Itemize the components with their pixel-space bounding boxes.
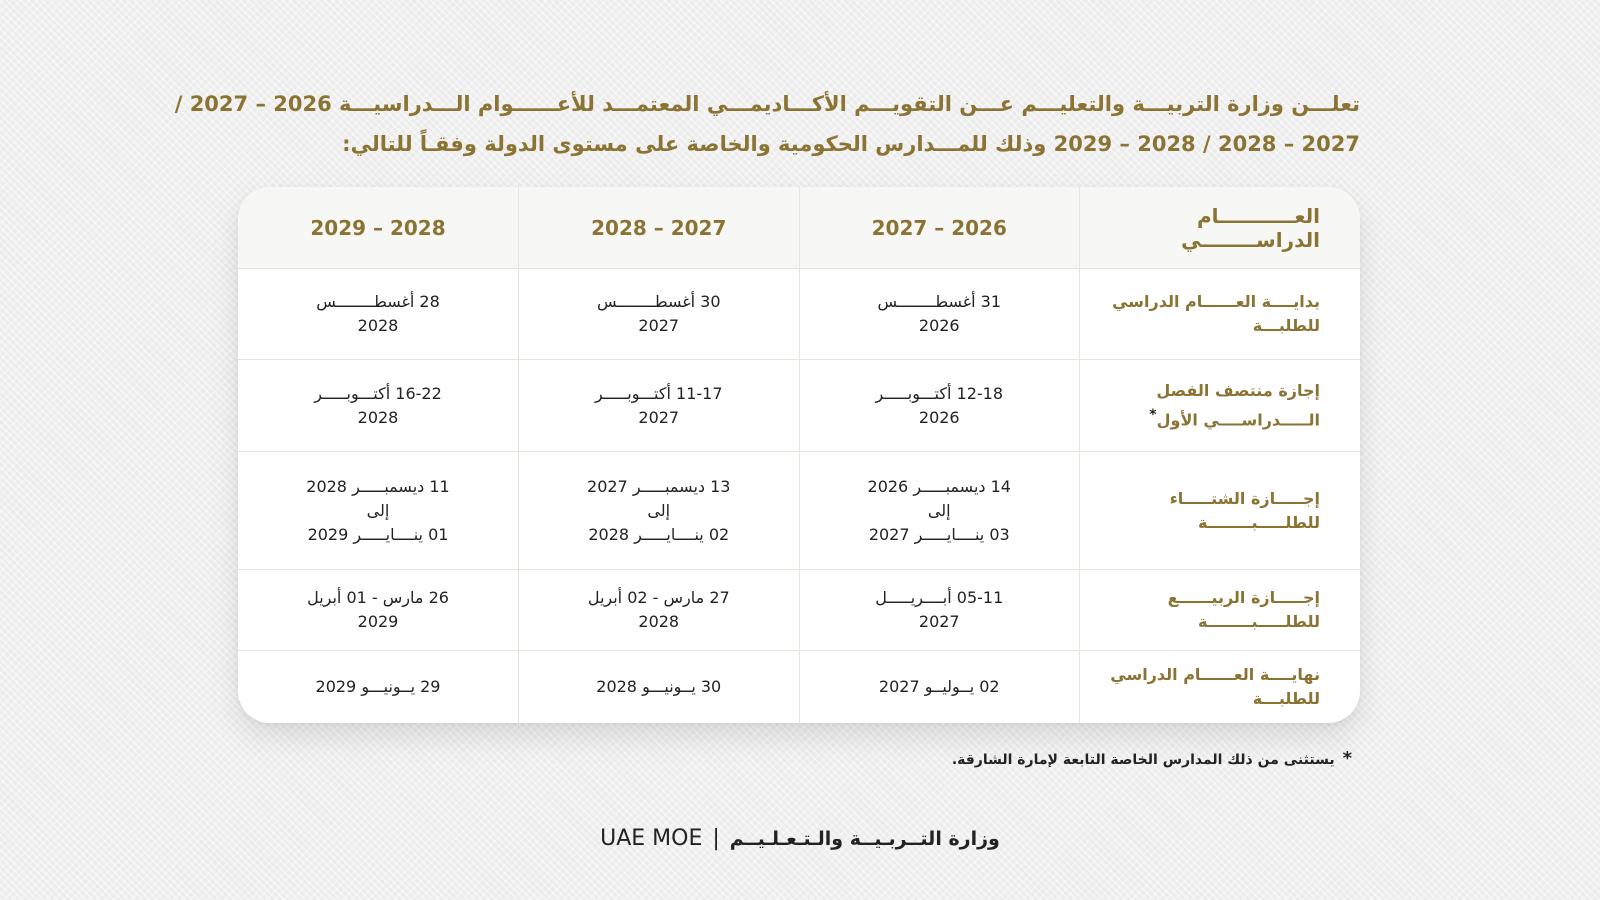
date-cell-line: إلى: [366, 500, 390, 520]
row-label: إجازة منتصف الفصل الـــــدراســــي الأول: [1156, 380, 1320, 430]
footer-separator: |: [712, 826, 720, 851]
date-cell-line: 2028: [357, 315, 399, 335]
table-row: [238, 650, 1360, 723]
footer-arabic: وزارة التــربـيــة والـتـعـلـيــم: [729, 828, 1000, 850]
date-cell-line: 28 أغسطــــــــس: [316, 291, 440, 311]
date-cell: [238, 269, 519, 360]
date-cell-line: 31 أغسطــــــــس: [877, 291, 1002, 311]
year-header-2028-2029: 2028 – 2029: [238, 187, 519, 269]
date-cell-line: 27 مارس - 02 أبريل: [587, 588, 730, 608]
row-label-cell: [1080, 452, 1361, 570]
date-cell-line: 2027: [638, 407, 680, 427]
date-cell-line: 26 مارس - 01 أبريل: [307, 588, 449, 608]
academic-year-header: العـــــــــــام الدراســــــــي: [1080, 187, 1361, 269]
date-cell-line: إلى: [927, 500, 951, 520]
date-cell-line: 2028: [638, 612, 680, 632]
footer-english: UAE MOE: [600, 826, 703, 851]
year-header-2027-2028: 2027 – 2028: [519, 187, 800, 269]
date-cell: [238, 650, 519, 723]
footnote-star: *: [1342, 748, 1352, 769]
footnote-text: يستثنى من ذلك المدارس الخاصة التابعة لإمارة الشارقة.: [951, 752, 1335, 768]
date-cell-line: 05-11 أبــــريـــــل: [875, 588, 1004, 608]
row-label: بدايــــة العــــــام الدراسي للطلبـــة: [1112, 291, 1320, 335]
date-cell: [238, 570, 519, 651]
heading-line-2: 2027 – 2028 / 2028 – 2029 وذلك للمـــدارس الحكومية والخاصة على مستوى الدولة وفقـاً للتالي:: [342, 132, 1360, 156]
announcement-heading: [174, 84, 1360, 164]
date-cell: [519, 650, 800, 723]
date-cell: [799, 570, 1080, 651]
date-cell: [238, 359, 519, 452]
date-cell-line: 2026: [918, 315, 960, 335]
date-cell-line: 12-18 أكتـــوبـــــر: [875, 383, 1004, 403]
date-cell: [799, 452, 1080, 570]
date-cell-line: 03 ينــــايـــــر 2027: [868, 524, 1010, 544]
footnote: [800, 748, 1352, 769]
date-cell: [799, 650, 1080, 723]
table-row: [238, 359, 1360, 452]
table-header-row: [238, 187, 1360, 269]
footer-brand: [560, 826, 1040, 851]
date-cell-line: 13 ديسمبـــــر 2027: [587, 476, 731, 496]
heading-line-1: تعلـــن وزارة التربيـــة والتعليـــم عـــن التقويـــم الأكـــاديمـــي المعتمـــد للأعــــــوام الـــدراسيـــة 2026 – 2027 /: [174, 92, 1360, 116]
date-cell-line: 02 ينــــايـــــر 2028: [588, 524, 730, 544]
date-cell-line: 30 يــونيـــو 2028: [596, 676, 722, 696]
date-cell-line: 11-17 أكتـــوبـــــر: [594, 383, 723, 403]
date-cell-line: 2028: [357, 407, 399, 427]
row-label-cell: [1080, 570, 1361, 651]
date-cell-line: إلى: [647, 500, 671, 520]
table-row: [238, 269, 1360, 360]
date-cell: [799, 269, 1080, 360]
row-label-cell: [1080, 269, 1361, 360]
calendar-table-card: [238, 187, 1360, 723]
date-cell-line: 11 ديسمبـــــر 2028: [306, 476, 450, 496]
table-row: [238, 570, 1360, 651]
date-cell: [519, 359, 800, 452]
date-cell: [519, 452, 800, 570]
table-row: [238, 452, 1360, 570]
date-cell-line: 2026: [918, 407, 960, 427]
date-cell-line: 02 يــوليــو 2027: [878, 676, 1000, 696]
date-cell-line: 16-22 أكتـــوبـــــر: [314, 383, 442, 403]
row-label-cell: [1080, 359, 1361, 452]
date-cell-line: 2027: [918, 612, 960, 632]
date-cell: [519, 570, 800, 651]
row-label-cell: [1080, 650, 1361, 723]
date-cell: [519, 269, 800, 360]
date-cell-line: 29 يــونيـــو 2029: [315, 676, 441, 696]
academic-calendar-table: [238, 187, 1360, 723]
row-label: إجـــــازة الربيــــــع للطلـــــبــــــــة: [1167, 588, 1320, 632]
date-cell: [799, 359, 1080, 452]
row-label: نهايــــة العــــــام الدراسي للطلبـــة: [1110, 664, 1320, 708]
date-cell-line: 14 ديسمبـــــر 2026: [867, 476, 1011, 496]
date-cell-line: 2027: [638, 315, 680, 335]
date-cell-line: 01 ينــــايـــــر 2029: [307, 524, 449, 544]
date-cell-line: 30 أغسطــــــــس: [596, 291, 721, 311]
date-cell-line: 2029: [357, 612, 399, 632]
footnote-marker: *: [1149, 406, 1157, 423]
table-body: [238, 269, 1360, 724]
row-label: إجـــــازة الشتـــــاء للطلـــــبــــــــة: [1169, 488, 1320, 532]
date-cell: [238, 452, 519, 570]
year-header-2026-2027: 2026 – 2027: [799, 187, 1080, 269]
